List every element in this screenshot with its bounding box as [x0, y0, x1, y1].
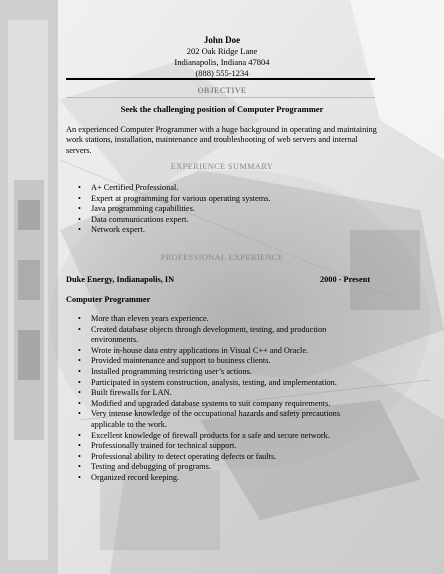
list-item: • Provided maintenance and support to business clients.	[78, 356, 271, 366]
list-item: • Expert at programming for various operating systems.	[78, 193, 271, 203]
bullet-icon: •	[78, 225, 81, 235]
objective-heading: OBJECTIVE	[197, 86, 247, 95]
list-item: • Professionally trained for technical support.	[78, 441, 237, 451]
bullet-icon: •	[78, 398, 81, 408]
list-item: • Created database objects through development, testing, and production environments.	[78, 324, 327, 345]
bullet-icon: •	[78, 462, 81, 472]
list-item: • Data communications expert.	[78, 214, 189, 224]
list-item: • Installed programming restricting user’s actions.	[78, 366, 252, 376]
city-state-zip: Indianapolis, Indiana 47804	[174, 57, 270, 67]
bullet-icon: •	[78, 409, 81, 419]
list-item: • Participated in system construction, analysis, testing, and implementation.	[78, 377, 337, 387]
bullet-icon: •	[78, 377, 81, 387]
street-address: 202 Oak Ridge Lane	[186, 46, 258, 56]
list-item: • Excellent knowledge of firewall products for a safe and secure network.	[78, 430, 330, 440]
bullet-icon: •	[78, 441, 81, 451]
list-item: • Built firewalls for LAN.	[78, 388, 172, 398]
bullet-icon: •	[78, 345, 81, 355]
bullet-icon: •	[78, 183, 81, 192]
bullet-icon: •	[78, 204, 81, 214]
bullet-icon: •	[78, 451, 81, 461]
header-divider	[66, 78, 375, 80]
objective-statement: Seek the challenging position of Computer Programmer	[120, 104, 324, 114]
bullet-icon: •	[78, 366, 81, 376]
bullet-icon: •	[78, 314, 81, 323]
list-item: • Professional ability to detect operating defects or faults.	[78, 451, 277, 461]
list-item: • Java programming capabilities.	[78, 204, 195, 214]
professional-experience-list	[66, 314, 366, 484]
summary-paragraph: An experienced Computer Programmer with a huge background in operating and maintaining work stations, installation, maintenance and troubleshooting of web servers and internal servers.	[66, 125, 377, 155]
bullet-icon: •	[78, 430, 81, 440]
list-item: • Testing and debugging of programs.	[78, 462, 211, 472]
applicant-name: John Doe	[203, 35, 241, 45]
experience-summary-heading: EXPERIENCE SUMMARY	[170, 162, 274, 171]
bullet-icon: •	[78, 324, 81, 334]
company-name: Duke Energy, Indianapolis, IN	[66, 275, 175, 284]
list-item: • Very intense knowledge of the occupational hazards and safety precautions applicable to the work.	[78, 409, 341, 429]
bullet-icon: •	[78, 388, 81, 398]
bullet-icon: •	[78, 214, 81, 224]
job-title: Computer Programmer	[66, 295, 151, 304]
list-item: • Modified and upgraded database systems to suit company requirements.	[78, 398, 331, 408]
experience-summary-list	[66, 183, 384, 236]
list-item: • Wrote in-house data entry applications in Visual C++ and Oracle.	[78, 345, 309, 355]
phone-number: (888) 555-1234	[195, 68, 249, 78]
list-item: • A+ Certified Professional.	[78, 183, 179, 192]
list-item: • More than eleven years experience.	[78, 314, 209, 323]
list-item: • Organized record keeping.	[78, 472, 180, 482]
bullet-icon: •	[78, 472, 81, 482]
bullet-icon: •	[78, 356, 81, 366]
bullet-icon: •	[78, 193, 81, 203]
list-item: • Network expert.	[78, 225, 145, 235]
professional-experience-heading: PROFESSIONAL EXPERIENCE	[160, 253, 284, 262]
objective-divider	[66, 97, 375, 98]
employment-dates: 2000 - Present	[320, 275, 371, 284]
